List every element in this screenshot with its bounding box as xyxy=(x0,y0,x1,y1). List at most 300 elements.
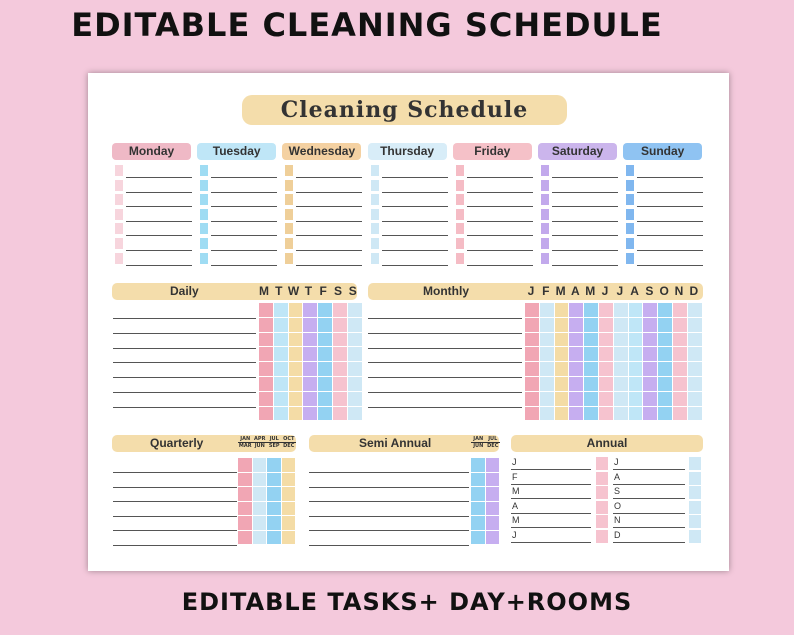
check-cell[interactable] xyxy=(289,303,303,317)
check-cell[interactable] xyxy=(569,347,583,361)
check-cell[interactable] xyxy=(629,377,643,391)
check-cell[interactable] xyxy=(673,392,687,406)
check-cell[interactable] xyxy=(318,303,332,317)
day-checkbox[interactable] xyxy=(285,209,293,220)
task-line[interactable] xyxy=(511,527,591,528)
task-line[interactable] xyxy=(552,192,618,193)
day-checkbox[interactable] xyxy=(626,209,634,220)
day-checkbox[interactable] xyxy=(200,238,208,249)
check-cell[interactable] xyxy=(318,318,332,332)
task-line[interactable] xyxy=(113,545,237,546)
task-line[interactable] xyxy=(113,530,237,531)
check-cell[interactable] xyxy=(289,377,303,391)
check-cell[interactable] xyxy=(333,303,347,317)
check-cell[interactable] xyxy=(599,347,613,361)
check-cell[interactable] xyxy=(643,347,657,361)
check-cell[interactable] xyxy=(658,392,672,406)
check-cell[interactable] xyxy=(540,392,554,406)
task-line[interactable] xyxy=(126,235,192,236)
check-cell[interactable] xyxy=(596,501,608,514)
check-cell[interactable] xyxy=(238,473,252,487)
task-line[interactable] xyxy=(211,221,277,222)
check-cell[interactable] xyxy=(348,318,362,332)
day-checkbox[interactable] xyxy=(456,194,464,205)
day-checkbox[interactable] xyxy=(200,223,208,234)
check-cell[interactable] xyxy=(540,318,554,332)
task-line[interactable] xyxy=(309,472,469,473)
task-line[interactable] xyxy=(552,265,618,266)
task-line[interactable] xyxy=(113,348,256,349)
task-line[interactable] xyxy=(296,235,362,236)
check-cell[interactable] xyxy=(267,516,281,530)
day-checkbox[interactable] xyxy=(200,209,208,220)
task-line[interactable] xyxy=(211,265,277,266)
check-cell[interactable] xyxy=(253,458,267,472)
check-cell[interactable] xyxy=(318,347,332,361)
check-cell[interactable] xyxy=(289,392,303,406)
check-cell[interactable] xyxy=(599,318,613,332)
check-cell[interactable] xyxy=(267,458,281,472)
task-line[interactable] xyxy=(511,542,591,543)
task-line[interactable] xyxy=(113,318,256,319)
task-line[interactable] xyxy=(467,177,533,178)
task-line[interactable] xyxy=(511,513,591,514)
task-line[interactable] xyxy=(511,484,591,485)
task-line[interactable] xyxy=(467,192,533,193)
task-line[interactable] xyxy=(368,377,522,378)
check-cell[interactable] xyxy=(348,362,362,376)
check-cell[interactable] xyxy=(525,303,539,317)
check-cell[interactable] xyxy=(259,377,273,391)
check-cell[interactable] xyxy=(259,392,273,406)
check-cell[interactable] xyxy=(658,377,672,391)
check-cell[interactable] xyxy=(584,303,598,317)
day-checkbox[interactable] xyxy=(200,253,208,264)
check-cell[interactable] xyxy=(629,318,643,332)
check-cell[interactable] xyxy=(303,377,317,391)
check-cell[interactable] xyxy=(658,407,672,421)
task-line[interactable] xyxy=(296,177,362,178)
check-cell[interactable] xyxy=(643,392,657,406)
check-cell[interactable] xyxy=(253,531,267,545)
check-cell[interactable] xyxy=(303,318,317,332)
check-cell[interactable] xyxy=(274,392,288,406)
check-cell[interactable] xyxy=(303,333,317,347)
check-cell[interactable] xyxy=(584,318,598,332)
check-cell[interactable] xyxy=(525,333,539,347)
task-line[interactable] xyxy=(368,407,522,408)
check-cell[interactable] xyxy=(555,303,569,317)
day-checkbox[interactable] xyxy=(371,238,379,249)
task-line[interactable] xyxy=(211,206,277,207)
check-cell[interactable] xyxy=(599,362,613,376)
check-cell[interactable] xyxy=(486,531,500,545)
check-cell[interactable] xyxy=(689,486,701,499)
check-cell[interactable] xyxy=(614,347,628,361)
check-cell[interactable] xyxy=(584,407,598,421)
day-checkbox[interactable] xyxy=(115,209,123,220)
check-cell[interactable] xyxy=(569,303,583,317)
check-cell[interactable] xyxy=(688,303,702,317)
task-line[interactable] xyxy=(368,362,522,363)
check-cell[interactable] xyxy=(333,377,347,391)
check-cell[interactable] xyxy=(540,333,554,347)
check-cell[interactable] xyxy=(688,377,702,391)
task-line[interactable] xyxy=(309,530,469,531)
check-cell[interactable] xyxy=(303,362,317,376)
check-cell[interactable] xyxy=(471,502,485,516)
check-cell[interactable] xyxy=(673,347,687,361)
day-checkbox[interactable] xyxy=(626,194,634,205)
task-line[interactable] xyxy=(613,484,685,485)
check-cell[interactable] xyxy=(267,473,281,487)
day-checkbox[interactable] xyxy=(115,253,123,264)
day-checkbox[interactable] xyxy=(115,223,123,234)
task-line[interactable] xyxy=(552,177,618,178)
task-line[interactable] xyxy=(211,235,277,236)
check-cell[interactable] xyxy=(333,347,347,361)
check-cell[interactable] xyxy=(643,377,657,391)
day-checkbox[interactable] xyxy=(371,180,379,191)
check-cell[interactable] xyxy=(688,318,702,332)
check-cell[interactable] xyxy=(643,362,657,376)
task-line[interactable] xyxy=(382,206,448,207)
check-cell[interactable] xyxy=(540,407,554,421)
day-checkbox[interactable] xyxy=(371,194,379,205)
check-cell[interactable] xyxy=(348,303,362,317)
check-cell[interactable] xyxy=(253,516,267,530)
check-cell[interactable] xyxy=(555,362,569,376)
check-cell[interactable] xyxy=(333,333,347,347)
check-cell[interactable] xyxy=(525,392,539,406)
check-cell[interactable] xyxy=(673,407,687,421)
task-line[interactable] xyxy=(113,362,256,363)
check-cell[interactable] xyxy=(253,502,267,516)
check-cell[interactable] xyxy=(555,392,569,406)
check-cell[interactable] xyxy=(525,377,539,391)
task-line[interactable] xyxy=(467,221,533,222)
check-cell[interactable] xyxy=(259,303,273,317)
task-line[interactable] xyxy=(552,250,618,251)
task-line[interactable] xyxy=(368,392,522,393)
check-cell[interactable] xyxy=(614,407,628,421)
task-line[interactable] xyxy=(511,469,591,470)
check-cell[interactable] xyxy=(238,531,252,545)
check-cell[interactable] xyxy=(629,407,643,421)
check-cell[interactable] xyxy=(274,377,288,391)
task-line[interactable] xyxy=(113,516,237,517)
check-cell[interactable] xyxy=(274,362,288,376)
check-cell[interactable] xyxy=(259,318,273,332)
task-line[interactable] xyxy=(126,250,192,251)
check-cell[interactable] xyxy=(689,530,701,543)
check-cell[interactable] xyxy=(629,347,643,361)
task-line[interactable] xyxy=(126,192,192,193)
check-cell[interactable] xyxy=(569,392,583,406)
check-cell[interactable] xyxy=(569,362,583,376)
task-line[interactable] xyxy=(368,348,522,349)
day-checkbox[interactable] xyxy=(541,253,549,264)
day-checkbox[interactable] xyxy=(200,165,208,176)
check-cell[interactable] xyxy=(289,407,303,421)
task-line[interactable] xyxy=(613,527,685,528)
check-cell[interactable] xyxy=(318,377,332,391)
task-line[interactable] xyxy=(113,501,237,502)
check-cell[interactable] xyxy=(569,377,583,391)
task-line[interactable] xyxy=(211,250,277,251)
check-cell[interactable] xyxy=(303,303,317,317)
day-checkbox[interactable] xyxy=(115,180,123,191)
check-cell[interactable] xyxy=(259,347,273,361)
check-cell[interactable] xyxy=(282,531,296,545)
task-line[interactable] xyxy=(126,265,192,266)
task-line[interactable] xyxy=(296,265,362,266)
task-line[interactable] xyxy=(211,192,277,193)
check-cell[interactable] xyxy=(303,392,317,406)
check-cell[interactable] xyxy=(471,487,485,501)
check-cell[interactable] xyxy=(540,377,554,391)
check-cell[interactable] xyxy=(274,333,288,347)
check-cell[interactable] xyxy=(282,516,296,530)
check-cell[interactable] xyxy=(259,333,273,347)
check-cell[interactable] xyxy=(614,318,628,332)
task-line[interactable] xyxy=(613,469,685,470)
check-cell[interactable] xyxy=(303,407,317,421)
task-line[interactable] xyxy=(637,221,703,222)
check-cell[interactable] xyxy=(289,318,303,332)
check-cell[interactable] xyxy=(673,377,687,391)
check-cell[interactable] xyxy=(333,407,347,421)
check-cell[interactable] xyxy=(318,407,332,421)
check-cell[interactable] xyxy=(673,333,687,347)
day-checkbox[interactable] xyxy=(541,180,549,191)
check-cell[interactable] xyxy=(274,318,288,332)
check-cell[interactable] xyxy=(614,362,628,376)
check-cell[interactable] xyxy=(596,486,608,499)
check-cell[interactable] xyxy=(658,333,672,347)
check-cell[interactable] xyxy=(555,407,569,421)
check-cell[interactable] xyxy=(525,362,539,376)
task-line[interactable] xyxy=(637,177,703,178)
task-line[interactable] xyxy=(467,265,533,266)
check-cell[interactable] xyxy=(253,473,267,487)
day-checkbox[interactable] xyxy=(285,194,293,205)
check-cell[interactable] xyxy=(643,318,657,332)
check-cell[interactable] xyxy=(629,303,643,317)
check-cell[interactable] xyxy=(688,407,702,421)
check-cell[interactable] xyxy=(658,318,672,332)
task-line[interactable] xyxy=(296,206,362,207)
day-checkbox[interactable] xyxy=(456,165,464,176)
task-line[interactable] xyxy=(637,206,703,207)
check-cell[interactable] xyxy=(643,333,657,347)
check-cell[interactable] xyxy=(289,347,303,361)
check-cell[interactable] xyxy=(486,473,500,487)
check-cell[interactable] xyxy=(540,362,554,376)
check-cell[interactable] xyxy=(540,347,554,361)
check-cell[interactable] xyxy=(688,392,702,406)
task-line[interactable] xyxy=(613,498,685,499)
check-cell[interactable] xyxy=(540,303,554,317)
check-cell[interactable] xyxy=(486,487,500,501)
check-cell[interactable] xyxy=(555,318,569,332)
check-cell[interactable] xyxy=(673,303,687,317)
check-cell[interactable] xyxy=(596,472,608,485)
task-line[interactable] xyxy=(296,250,362,251)
check-cell[interactable] xyxy=(282,473,296,487)
check-cell[interactable] xyxy=(289,333,303,347)
check-cell[interactable] xyxy=(318,333,332,347)
day-checkbox[interactable] xyxy=(541,209,549,220)
check-cell[interactable] xyxy=(689,501,701,514)
task-line[interactable] xyxy=(113,407,256,408)
check-cell[interactable] xyxy=(643,303,657,317)
check-cell[interactable] xyxy=(238,487,252,501)
check-cell[interactable] xyxy=(267,531,281,545)
day-checkbox[interactable] xyxy=(626,238,634,249)
task-line[interactable] xyxy=(113,377,256,378)
task-line[interactable] xyxy=(309,516,469,517)
check-cell[interactable] xyxy=(525,318,539,332)
day-checkbox[interactable] xyxy=(456,253,464,264)
day-checkbox[interactable] xyxy=(285,165,293,176)
check-cell[interactable] xyxy=(486,458,500,472)
task-line[interactable] xyxy=(511,498,591,499)
check-cell[interactable] xyxy=(471,531,485,545)
day-checkbox[interactable] xyxy=(371,253,379,264)
day-checkbox[interactable] xyxy=(115,194,123,205)
task-line[interactable] xyxy=(113,392,256,393)
day-checkbox[interactable] xyxy=(626,223,634,234)
check-cell[interactable] xyxy=(259,407,273,421)
check-cell[interactable] xyxy=(471,473,485,487)
check-cell[interactable] xyxy=(673,362,687,376)
day-checkbox[interactable] xyxy=(541,194,549,205)
check-cell[interactable] xyxy=(238,458,252,472)
day-checkbox[interactable] xyxy=(541,165,549,176)
check-cell[interactable] xyxy=(274,407,288,421)
check-cell[interactable] xyxy=(584,392,598,406)
task-line[interactable] xyxy=(637,265,703,266)
check-cell[interactable] xyxy=(584,347,598,361)
check-cell[interactable] xyxy=(486,502,500,516)
task-line[interactable] xyxy=(382,192,448,193)
check-cell[interactable] xyxy=(318,392,332,406)
check-cell[interactable] xyxy=(584,333,598,347)
check-cell[interactable] xyxy=(282,487,296,501)
check-cell[interactable] xyxy=(318,362,332,376)
task-line[interactable] xyxy=(126,206,192,207)
check-cell[interactable] xyxy=(688,362,702,376)
check-cell[interactable] xyxy=(555,333,569,347)
task-line[interactable] xyxy=(613,513,685,514)
check-cell[interactable] xyxy=(599,407,613,421)
check-cell[interactable] xyxy=(555,347,569,361)
check-cell[interactable] xyxy=(333,318,347,332)
task-line[interactable] xyxy=(637,235,703,236)
check-cell[interactable] xyxy=(525,407,539,421)
check-cell[interactable] xyxy=(471,458,485,472)
day-checkbox[interactable] xyxy=(456,180,464,191)
task-line[interactable] xyxy=(296,192,362,193)
check-cell[interactable] xyxy=(289,362,303,376)
check-cell[interactable] xyxy=(689,515,701,528)
check-cell[interactable] xyxy=(303,347,317,361)
task-line[interactable] xyxy=(296,221,362,222)
check-cell[interactable] xyxy=(569,407,583,421)
check-cell[interactable] xyxy=(658,347,672,361)
task-line[interactable] xyxy=(368,333,522,334)
check-cell[interactable] xyxy=(599,392,613,406)
task-line[interactable] xyxy=(382,265,448,266)
check-cell[interactable] xyxy=(658,362,672,376)
task-line[interactable] xyxy=(382,250,448,251)
task-line[interactable] xyxy=(382,177,448,178)
check-cell[interactable] xyxy=(259,362,273,376)
check-cell[interactable] xyxy=(569,333,583,347)
task-line[interactable] xyxy=(113,487,237,488)
day-checkbox[interactable] xyxy=(200,180,208,191)
task-line[interactable] xyxy=(637,250,703,251)
check-cell[interactable] xyxy=(629,333,643,347)
task-line[interactable] xyxy=(211,177,277,178)
check-cell[interactable] xyxy=(596,530,608,543)
check-cell[interactable] xyxy=(584,377,598,391)
check-cell[interactable] xyxy=(688,347,702,361)
check-cell[interactable] xyxy=(274,347,288,361)
check-cell[interactable] xyxy=(584,362,598,376)
check-cell[interactable] xyxy=(267,487,281,501)
check-cell[interactable] xyxy=(238,502,252,516)
task-line[interactable] xyxy=(467,250,533,251)
check-cell[interactable] xyxy=(486,516,500,530)
check-cell[interactable] xyxy=(253,487,267,501)
day-checkbox[interactable] xyxy=(626,165,634,176)
check-cell[interactable] xyxy=(614,392,628,406)
task-line[interactable] xyxy=(126,177,192,178)
check-cell[interactable] xyxy=(673,318,687,332)
check-cell[interactable] xyxy=(596,515,608,528)
task-line[interactable] xyxy=(467,235,533,236)
task-line[interactable] xyxy=(309,545,469,546)
task-line[interactable] xyxy=(309,487,469,488)
task-line[interactable] xyxy=(552,221,618,222)
check-cell[interactable] xyxy=(689,472,701,485)
day-checkbox[interactable] xyxy=(626,253,634,264)
check-cell[interactable] xyxy=(569,318,583,332)
task-line[interactable] xyxy=(126,221,192,222)
check-cell[interactable] xyxy=(689,457,701,470)
task-line[interactable] xyxy=(552,235,618,236)
task-line[interactable] xyxy=(613,542,685,543)
day-checkbox[interactable] xyxy=(200,194,208,205)
check-cell[interactable] xyxy=(348,407,362,421)
check-cell[interactable] xyxy=(614,333,628,347)
day-checkbox[interactable] xyxy=(285,180,293,191)
check-cell[interactable] xyxy=(471,516,485,530)
check-cell[interactable] xyxy=(274,303,288,317)
day-checkbox[interactable] xyxy=(371,165,379,176)
task-line[interactable] xyxy=(552,206,618,207)
day-checkbox[interactable] xyxy=(285,223,293,234)
task-line[interactable] xyxy=(309,501,469,502)
check-cell[interactable] xyxy=(599,303,613,317)
check-cell[interactable] xyxy=(333,362,347,376)
day-checkbox[interactable] xyxy=(285,238,293,249)
day-checkbox[interactable] xyxy=(456,238,464,249)
check-cell[interactable] xyxy=(599,377,613,391)
check-cell[interactable] xyxy=(596,457,608,470)
